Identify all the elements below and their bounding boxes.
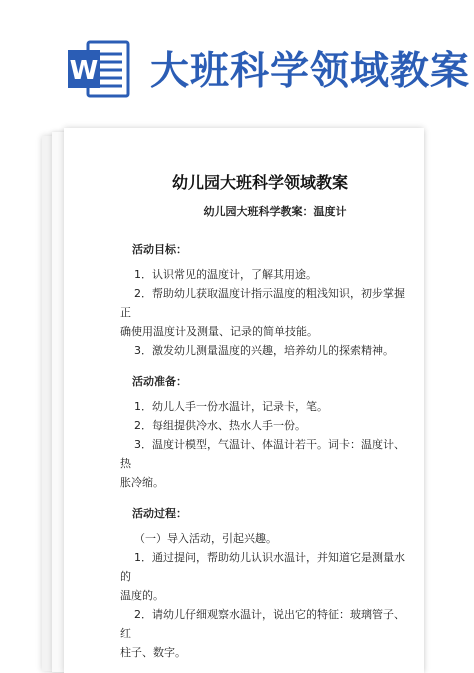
paragraph-line: 3．激发幼儿测量温度的兴趣，培养幼儿的探索精神。 xyxy=(134,344,394,357)
section-heading: 活动准备： xyxy=(132,375,187,388)
paragraph-line: 2．帮助幼儿获取温度计指示温度的粗浅知识，初步掌握正 xyxy=(120,287,405,319)
paragraph-line: 3．温度计模型，气温计、体温计若干。词卡：温度计、热 xyxy=(120,438,405,470)
section-heading: 活动目标： xyxy=(132,243,187,256)
document-subtitle: 幼儿园大班科学教案：温度计 xyxy=(203,205,347,218)
paragraph-line: （一）导入活动，引起兴趣。 xyxy=(134,532,277,545)
document-page xyxy=(64,128,424,673)
section-gap xyxy=(120,360,410,373)
paragraph-line: 胀冷缩。 xyxy=(120,476,164,489)
word-document-icon xyxy=(66,38,132,100)
section-block xyxy=(120,505,410,662)
document-preview xyxy=(48,128,426,669)
paragraph-line: 1．认识常见的温度计，了解其用途。 xyxy=(134,268,317,281)
banner-title: 大班科学领域教案 xyxy=(150,49,471,94)
page-content xyxy=(120,170,410,662)
paragraph-line: 1．通过提问，帮助幼儿认识水温计，并知道它是测量水的 xyxy=(120,551,405,583)
document-sections xyxy=(120,241,410,662)
paragraph-line: 1．幼儿人手一份水温计，记录卡，笔。 xyxy=(134,400,328,413)
section-block xyxy=(120,373,410,492)
section-heading: 活动过程： xyxy=(132,507,187,520)
paragraph-line: 2．请幼儿仔细观察水温计，说出它的特征：玻璃管子、红 xyxy=(120,608,405,640)
document-title: 幼儿园大班科学领域教案 xyxy=(171,173,348,192)
paragraph-line: 确使用温度计及测量、记录的简单技能。 xyxy=(120,325,318,338)
paragraph-line: 柱子、数字。 xyxy=(120,646,186,659)
paragraph-line: 温度的。 xyxy=(120,589,164,602)
paragraph-line: 2．每组提供冷水、热水人手一份。 xyxy=(134,419,306,432)
section-gap xyxy=(120,492,410,505)
svg-text:W: W xyxy=(69,56,99,86)
section-block xyxy=(120,241,410,360)
